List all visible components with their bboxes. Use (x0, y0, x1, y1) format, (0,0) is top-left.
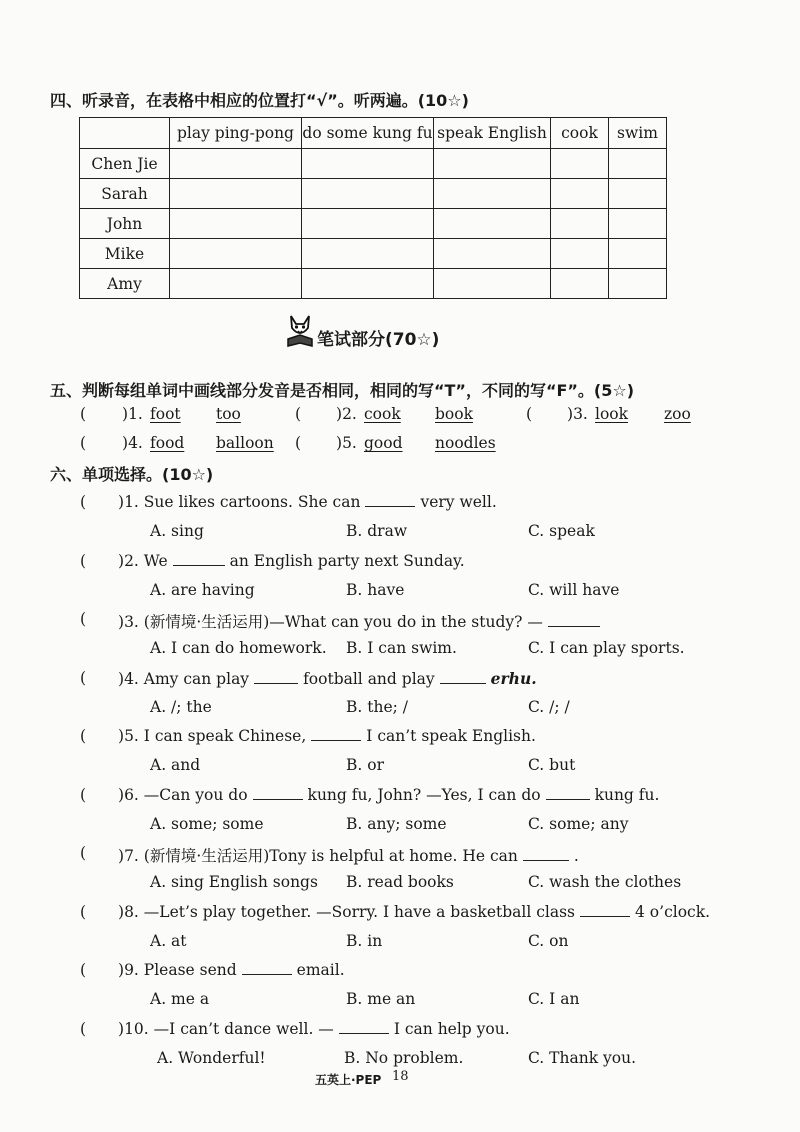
option-c[interactable]: C. /; / (528, 697, 570, 716)
option-b[interactable]: B. or (346, 756, 384, 774)
option-b[interactable]: B. have (346, 580, 405, 599)
option-a[interactable]: A. sing (150, 522, 204, 540)
table-header-cell: do some kung fu (302, 118, 434, 149)
paren-open: ( (295, 405, 302, 423)
paren-open: ( (80, 1019, 87, 1038)
question-part: very well. (420, 493, 497, 511)
row-name: Sarah (80, 179, 170, 209)
question-part: . (573, 847, 579, 865)
question-part: 1. Sue likes cartoons. She can (124, 493, 361, 511)
question-text (118, 552, 465, 570)
paren-open: ( (80, 434, 87, 452)
word-1: good (364, 434, 403, 452)
footer-book: 五英上·PEP (315, 1073, 382, 1087)
answer-cell[interactable] (170, 209, 302, 239)
question-part: kung fu, John? —Yes, I can do (307, 785, 541, 804)
paren-open: ( (80, 844, 87, 862)
word-1: cook (364, 405, 401, 423)
answer-cell[interactable] (609, 209, 667, 239)
answer-cell[interactable] (302, 269, 434, 299)
table-row (80, 239, 667, 269)
question-text (118, 786, 659, 804)
answer-cell[interactable] (434, 149, 551, 179)
question-part: 8. —Let’s play together. —Sorry. I have a basketball class (124, 902, 576, 921)
option-a[interactable]: A. are having (150, 580, 255, 599)
paren-close: ) (118, 493, 125, 511)
option-c[interactable]: C. some; any (528, 814, 629, 833)
answer-cell[interactable] (551, 149, 609, 179)
paren-open: ( (80, 493, 87, 511)
question-text (118, 727, 536, 745)
answer-cell[interactable] (551, 179, 609, 209)
answer-cell[interactable] (609, 179, 667, 209)
question-part: 4 o’clock. (635, 902, 711, 921)
answer-blank[interactable] (254, 682, 298, 684)
option-b[interactable]: B. me an (346, 990, 416, 1008)
option-a[interactable]: A. and (150, 756, 201, 774)
option-b[interactable]: B. read books (346, 873, 454, 891)
question-part: 5. I can speak Chinese, (124, 727, 307, 745)
table-header-row (80, 118, 667, 149)
option-b[interactable]: B. any; some (346, 814, 447, 833)
row-name: Amy (80, 269, 170, 299)
option-c[interactable]: C. will have (528, 580, 620, 599)
answer-cell[interactable] (434, 269, 551, 299)
paren-close: ) (118, 551, 125, 570)
answer-blank[interactable] (173, 564, 225, 566)
paren-open: ( (80, 551, 87, 570)
answer-cell[interactable] (170, 269, 302, 299)
paren-open: ( (295, 434, 302, 452)
answer-cell[interactable] (551, 209, 609, 239)
answer-cell[interactable] (551, 269, 609, 299)
question-text (118, 844, 579, 866)
answer-cell[interactable] (609, 269, 667, 299)
answer-cell[interactable] (434, 179, 551, 209)
section4-title: 四、听录音，在表格中相应的位置打“√”。听两遍。(10☆) (50, 91, 469, 110)
answer-blank[interactable] (311, 739, 361, 741)
option-c[interactable]: C. wash the clothes (528, 873, 682, 891)
table-header-cell: swim (609, 118, 667, 149)
table-row (80, 149, 667, 179)
answer-blank[interactable] (242, 973, 292, 975)
item-number: )2. (336, 405, 357, 423)
question-part: football and play (303, 669, 435, 688)
option-a[interactable]: A. /; the (150, 697, 212, 716)
table-row (80, 209, 667, 239)
answer-cell[interactable] (609, 239, 667, 269)
option-a[interactable]: A. me a (150, 990, 210, 1008)
answer-cell[interactable] (609, 149, 667, 179)
option-a[interactable]: A. I can do homework. (150, 639, 327, 657)
section5-title: 五、判断每组单词中画线部分发音是否相同，相同的写“T”，不同的写“F”。(5☆) (50, 381, 635, 400)
word-2: balloon (216, 434, 274, 452)
question-part: 6. —Can you do (124, 785, 248, 804)
question-part: 4. Amy can play (124, 669, 250, 688)
paren-open: ( (80, 727, 87, 745)
option-a[interactable]: A. some; some (150, 814, 264, 833)
table-header-cell: play ping-pong (170, 118, 302, 149)
answer-blank[interactable] (365, 505, 415, 507)
answer-blank[interactable] (546, 798, 590, 800)
question-part: email. (296, 961, 345, 979)
word-1: foot (150, 405, 181, 423)
option-c[interactable]: C. I an (528, 990, 580, 1008)
question-text (118, 493, 497, 511)
option-b[interactable]: B. No problem. (344, 1048, 464, 1067)
answer-cell[interactable] (434, 209, 551, 239)
paren-close: ) (118, 847, 125, 865)
answer-blank[interactable] (548, 625, 600, 627)
option-c[interactable]: C. I can play sports. (528, 639, 685, 657)
paren-open: ( (80, 405, 87, 423)
table-row (80, 179, 667, 209)
question-part: 2. We (124, 551, 168, 570)
answer-cell[interactable] (302, 239, 434, 269)
question-part: I can’t speak English. (366, 727, 536, 745)
question-text (118, 961, 345, 979)
question-part: 3. (新情境·生活运用)—What can you do in the study? — (124, 613, 543, 631)
listening-table (79, 117, 667, 299)
paren-open: ( (80, 961, 87, 979)
answer-cell[interactable] (302, 149, 434, 179)
question-part: 7. (新情境·生活运用)Tony is helpful at home. He can (124, 847, 518, 865)
answer-cell[interactable] (302, 179, 434, 209)
option-c[interactable]: C. on (528, 931, 569, 950)
word-2: book (435, 405, 473, 423)
paren-open: ( (80, 668, 87, 687)
paren-close: ) (118, 961, 125, 979)
option-b[interactable]: B. draw (346, 522, 408, 540)
option-c[interactable]: C. but (528, 756, 576, 774)
question-part: an English party next Sunday. (229, 551, 465, 570)
option-b[interactable]: B. in (346, 931, 383, 950)
section6-title: 六、单项选择。(10☆) (50, 465, 214, 484)
question-part: kung fu. (594, 785, 660, 804)
word-1: food (150, 434, 185, 452)
item-number: )5. (336, 434, 357, 452)
word-2: zoo (664, 405, 691, 423)
word-2: too (216, 405, 241, 423)
word-2: noodles (435, 434, 496, 452)
option-b[interactable]: B. I can swim. (346, 639, 457, 657)
question-part: 10. —I can’t dance well. — (124, 1019, 334, 1038)
paren-close: ) (118, 669, 125, 688)
table-header-cell (80, 118, 170, 149)
item-number: )1. (122, 405, 143, 423)
answer-blank[interactable] (580, 915, 630, 917)
paren-open: ( (526, 405, 533, 423)
option-c[interactable]: C. speak (528, 522, 595, 540)
answer-blank[interactable] (523, 859, 569, 861)
answer-blank[interactable] (339, 1032, 389, 1034)
item-number: )4. (122, 434, 143, 452)
fox-reading-icon (285, 312, 315, 348)
page-number: 18 (392, 1069, 409, 1084)
table-header-cell: speak English (434, 118, 551, 149)
question-text (118, 669, 537, 688)
row-name: Mike (80, 239, 170, 269)
question-text (118, 1020, 510, 1038)
paren-open: ( (80, 785, 87, 804)
question-text (118, 903, 710, 921)
answer-cell[interactable] (551, 239, 609, 269)
row-name: John (80, 209, 170, 239)
answer-cell[interactable] (434, 239, 551, 269)
paren-close: ) (118, 902, 125, 921)
item-number: )3. (567, 405, 588, 423)
question-part: I can help you. (393, 1019, 510, 1038)
answer-cell[interactable] (170, 239, 302, 269)
paren-close: ) (118, 1019, 125, 1038)
paren-close: ) (118, 613, 125, 631)
table-header-cell: cook (551, 118, 609, 149)
option-c[interactable]: C. Thank you. (528, 1048, 637, 1067)
option-b[interactable]: B. the; / (346, 697, 408, 716)
word-1: look (595, 405, 629, 423)
row-name: Chen Jie (80, 149, 170, 179)
answer-cell[interactable] (170, 149, 302, 179)
option-a[interactable]: A. Wonderful! (157, 1048, 266, 1067)
answer-cell[interactable] (302, 209, 434, 239)
question-part: erhu. (490, 668, 537, 688)
question-text (118, 610, 605, 632)
question-part: 9. Please send (124, 961, 237, 979)
option-a[interactable]: A. at (150, 931, 187, 950)
answer-blank[interactable] (440, 682, 486, 684)
paren-open: ( (80, 902, 87, 921)
table-row (80, 269, 667, 299)
option-a[interactable]: A. sing English songs (150, 873, 318, 891)
paren-close: ) (118, 727, 125, 745)
answer-blank[interactable] (253, 798, 303, 800)
written-section-title: 笔试部分(70☆) (317, 330, 440, 350)
paren-open: ( (80, 610, 87, 628)
paren-close: ) (118, 785, 125, 804)
answer-cell[interactable] (170, 179, 302, 209)
